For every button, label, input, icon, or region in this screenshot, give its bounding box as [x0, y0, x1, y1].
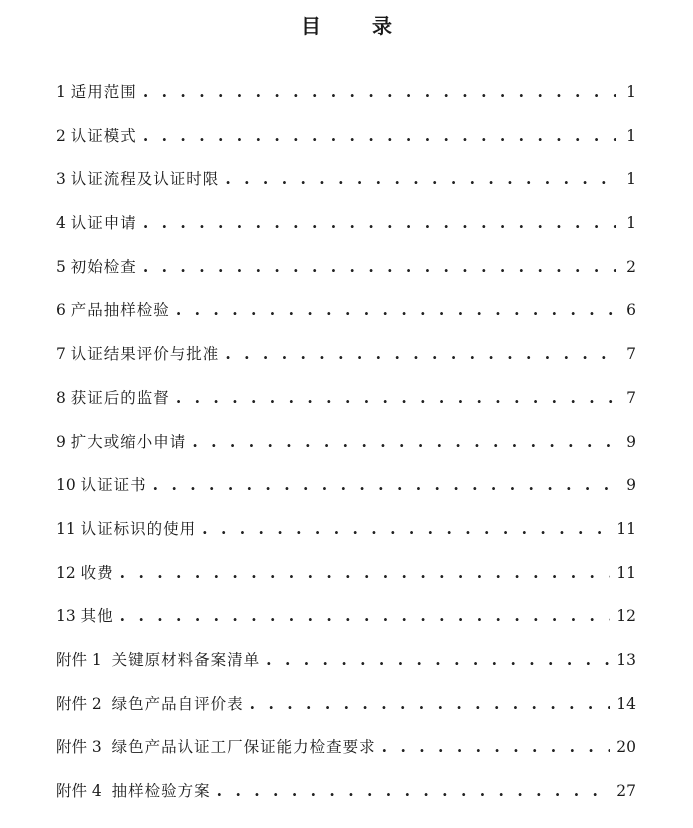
toc-entry-number: 附件 3	[56, 738, 112, 757]
toc-entry	[56, 559, 636, 603]
dot-leader	[225, 165, 616, 193]
toc-entry-number: 7	[56, 345, 71, 364]
toc-entry-page: 20	[616, 738, 636, 757]
toc-entry-title: 扩大或缩小申请	[70, 432, 187, 451]
toc-entry-title: 认证证书	[80, 476, 147, 495]
toc-entry-title: 获证后的监督	[70, 388, 170, 407]
toc-entry-page: 12	[616, 607, 636, 626]
dot-leader	[250, 690, 611, 718]
toc-entry-title: 产品抽样检验	[70, 301, 170, 320]
toc-entry	[56, 428, 636, 472]
toc-entry-title: 关键原材料备案清单	[111, 650, 261, 669]
dot-leader	[382, 733, 611, 761]
toc-entry	[56, 340, 636, 384]
toc-entry	[56, 471, 636, 515]
dot-leader	[202, 515, 610, 543]
toc-entry-page: 7	[626, 388, 636, 407]
toc-entry-number: 12	[56, 563, 81, 582]
toc-entry-page: 1	[626, 170, 636, 189]
toc-entry-number: 附件 2	[56, 694, 112, 713]
toc-entry-title: 收费	[80, 563, 114, 582]
toc-entry	[56, 777, 636, 821]
toc-entry-page: 11	[616, 519, 636, 538]
toc-entry	[56, 296, 636, 340]
toc-entry-title: 认证流程及认证时限	[70, 170, 220, 189]
toc-entry-title: 认证标识的使用	[80, 519, 197, 538]
toc-entry-title: 适用范围	[70, 83, 137, 101]
dot-leader	[217, 777, 611, 805]
toc-entry-page: 1	[626, 83, 636, 101]
toc-entry-title: 初始检查	[70, 257, 137, 276]
toc-entry	[56, 78, 636, 122]
dot-leader	[120, 602, 611, 630]
toc-entry-page: 13	[616, 650, 636, 669]
toc-entry-title: 其他	[80, 607, 114, 626]
toc-entry-title: 绿色产品自评价表	[111, 694, 244, 713]
toc-entry-number: 8	[56, 388, 71, 407]
toc-entry-number: 2	[56, 126, 71, 145]
toc-entry	[56, 646, 636, 690]
toc-entry-page: 14	[616, 694, 636, 713]
toc-entry	[56, 733, 636, 777]
toc-entry	[56, 122, 636, 166]
toc-entry-title: 认证结果评价与批准	[70, 345, 220, 364]
toc-entry-number: 9	[56, 432, 71, 451]
toc-entry	[56, 209, 636, 253]
toc-entry	[56, 515, 636, 559]
toc-entry-number: 附件 1	[56, 650, 112, 669]
toc-entry	[56, 253, 636, 297]
dot-leader	[225, 340, 616, 368]
toc-entry-number: 附件 4	[56, 782, 112, 800]
toc-entry-title: 认证申请	[70, 214, 137, 233]
toc-entry-number: 13	[56, 607, 81, 626]
toc-entry-page: 9	[626, 476, 636, 495]
dot-leader	[153, 471, 616, 499]
dot-leader	[143, 122, 616, 150]
toc-entry-number: 11	[56, 519, 81, 538]
dot-leader	[192, 428, 616, 456]
toc-entry-page: 6	[626, 301, 636, 320]
toc-entry-number: 4	[56, 214, 71, 233]
toc-entry	[56, 602, 636, 646]
toc-title: 目 录	[301, 14, 414, 38]
dot-leader	[143, 209, 616, 237]
toc-entry-page: 27	[616, 782, 636, 800]
toc-entry-title: 绿色产品认证工厂保证能力检查要求	[111, 738, 376, 757]
toc-entry-title: 抽样检验方案	[111, 782, 211, 800]
dot-leader	[176, 296, 616, 324]
toc-entry-page: 11	[616, 563, 636, 582]
toc-entry	[56, 690, 636, 734]
dot-leader	[143, 78, 616, 106]
dot-leader	[266, 646, 610, 674]
toc-entry-number: 10	[56, 476, 81, 495]
toc-entry-number: 3	[56, 170, 71, 189]
dot-leader	[120, 559, 611, 587]
toc-entry-page: 2	[626, 257, 636, 276]
dot-leader	[143, 253, 616, 281]
dot-leader	[176, 384, 616, 412]
toc-entry-page: 1	[626, 214, 636, 233]
toc-entry-page: 1	[626, 126, 636, 145]
toc-entry	[56, 384, 636, 428]
toc-entry	[56, 165, 636, 209]
toc-entry-number: 5	[56, 257, 71, 276]
toc-entry-page: 7	[626, 345, 636, 364]
toc-entry-number: 6	[56, 301, 71, 320]
toc-entry-number: 1	[56, 83, 71, 101]
toc-entry-title: 认证模式	[70, 126, 137, 145]
toc-entry-page: 9	[626, 432, 636, 451]
toc-list	[56, 78, 636, 821]
